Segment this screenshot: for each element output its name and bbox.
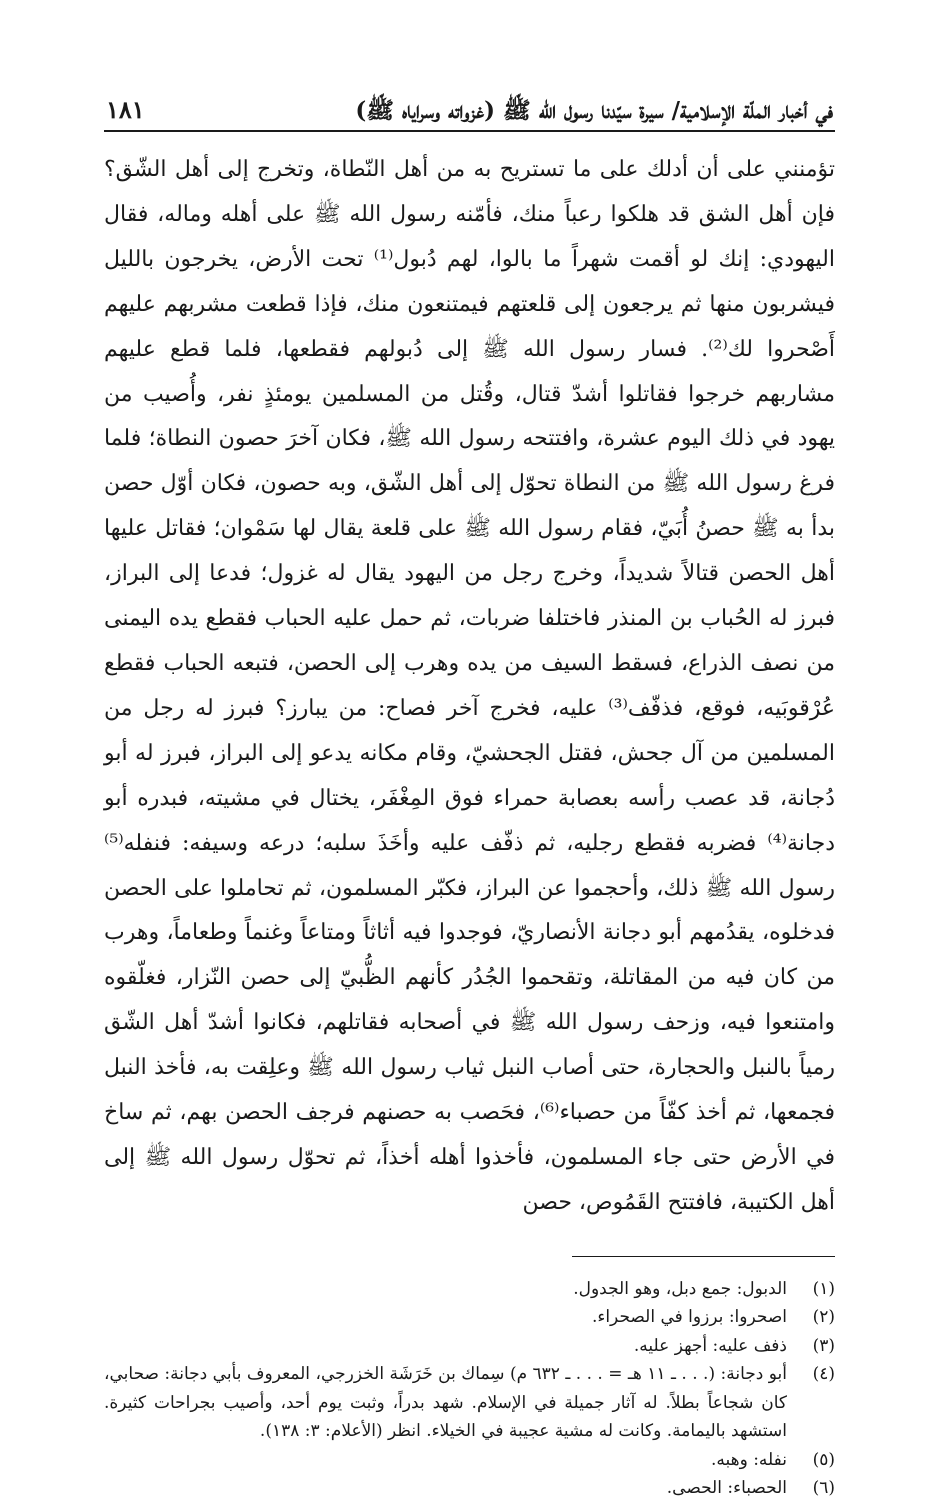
footnote-marker: (١) — [812, 1278, 835, 1299]
footnote — [104, 1303, 835, 1332]
footnote — [104, 1446, 835, 1475]
footnote — [104, 1474, 835, 1503]
footnote-marker: (٣) — [812, 1335, 835, 1356]
footnote-text: الحصباء: الحصى. — [666, 1478, 787, 1499]
footnote-marker: (٢) — [812, 1307, 835, 1328]
footnotes — [104, 1275, 835, 1503]
running-title: في أخبار الملّة الإسلامية/ سيرة سيّدنا رسول الله ﷺ (غزواته وسراياه ﷺ) — [355, 97, 833, 124]
footnote-divider — [572, 1256, 835, 1257]
footnote-text: نفله: وهبه. — [710, 1449, 787, 1470]
footnote — [104, 1360, 835, 1446]
footnote — [104, 1275, 835, 1304]
footnote-text: الدبول: جمع دبل، وهو الجدول. — [573, 1278, 787, 1299]
footnote-text: ذفف عليه: أجهز عليه. — [633, 1335, 787, 1356]
page-number: ١٨١ — [106, 95, 145, 124]
running-header — [104, 84, 835, 132]
footnote-marker: (٦) — [812, 1478, 835, 1499]
footnote-marker: (٥) — [812, 1449, 835, 1470]
footnote-marker: (٤) — [812, 1364, 835, 1385]
footnote-text: اصحروا: برزوا في الصحراء. — [591, 1307, 787, 1328]
main-text: تؤمنني على أن أدلك على ما تستريح به من أهل النّطاة، وتخرج إلى أهل الشّق؟ فإن أهل الشق قد هلكوا رعباً منك، فأمّنه رسول الله ﷺ على أهله وماله، فقال اليهودي: إنك لو أقمت شهراً ما بالوا، لهم دُبول⁽¹⁾ تحت الأرض، يخرجون بالليل فيشربون منها ثم يرجعون إلى قلعتهم فيمتنعون منك، فإذا قطعت مشربهم عليهم أَصْحروا لك⁽²⁾. فسار رسول الله ﷺ إلى دُبولهم فقطعها، فلما قطع عليهم مشاربهم خرجوا فقاتلوا أشدّ قتال، وقُتل من المسلمين يومئذٍ نفر، وأُصيب من يهود في ذلك اليوم عشرة، وافتتحه رسول الله ﷺ، فكان آخرَ حصون النطاة؛ فلما فرغ رسول الله ﷺ من النطاة تحوّل إلى أهل الشّق، وبه حصون، فكان أوّل حصن بدأ به ﷺ حصنُ أُبَيّ، فقام رسول الله ﷺ على قلعة يقال لها سَمْوان؛ فقاتل عليها أهل الحصن قتالاً شديداً، وخرج رجل من اليهود يقال له غزول؛ فدعا إلى البراز، فبرز له الحُباب بن المنذر فاختلفا ضربات، ثم حمل عليه الحباب فقطع يده اليمنى من نصف الذراع، فسقط السيف من يده وهرب إلى الحصن، فتبعه الحباب فقطع عُرْقوبَيه، فوقع، فذفّف⁽³⁾ عليه، فخرج آخر فصاح: من يبارز؟ فبرز له رجل من المسلمين من آل جحش، فقتل الجحشيّ، وقام مكانه يدعو إلى البراز، فبرز له أبو دُجانة، قد عصب رأسه بعصابة حمراء فوق المِغْفَر، يختال في مشيته، فبدره أبو دجانة⁽⁴⁾ فضربه فقطع رجليه، ثم ذفّف عليه وأخَذَ سلبه؛ درعه وسيفه: فنفله⁽⁵⁾ رسول الله ﷺ ذلك، وأحجموا عن البراز، فكبّر المسلمون، ثم تحاملوا على الحصن فدخلوه، يقدُمهم أبو دجانة الأنصاريّ، فوجدوا فيه أثاثاً ومتاعاً وغنماً وطعاماً، وهرب من كان فيه من المقاتلة، وتقحموا الجُدُر كأنهم الظُّبيّ إلى حصن النّزار، فغلّقوه وامتنعوا فيه، وزحف رسول الله ﷺ في أصحابه فقاتلهم، فكانوا أشدّ أهل الشّق رمياً بالنبل والحجارة، حتى أصاب النبل ثياب رسول الله ﷺ وعلِقت به، فأخذ النبل فجمعها، ثم أخذ كفّاً من حصباء⁽⁶⁾، فحَصب به حصنهم فرجف الحصن بهم، ثم ساخ في الأرض حتى جاء المسلمون، فأخذوا أهله أخذاً، ثم تحوّل رسول الله ﷺ إلى أهل الكتيبة، فافتتح القَمُوص، حصن — [104, 157, 835, 1215]
footnote-text: أبو دجانة: (. . . ـ ١١ هـ = . . . ـ ٦٣٢ م) سِماك بن خَرَشَة الخزرجي، المعروف بأبي دجانة: صحابي، كان شجاعاً بطلاً. له آثار جميلة في الإسلام. شهد بدراً، وثبت يوم أحد، وأصيب بجراحات كثيرة. استشهد باليمامة. وكانت له مشية عجيبة في الخيلاء. انظر (الأعلام: ٣: ١٣٨). — [104, 1364, 787, 1442]
footnote — [104, 1332, 835, 1361]
